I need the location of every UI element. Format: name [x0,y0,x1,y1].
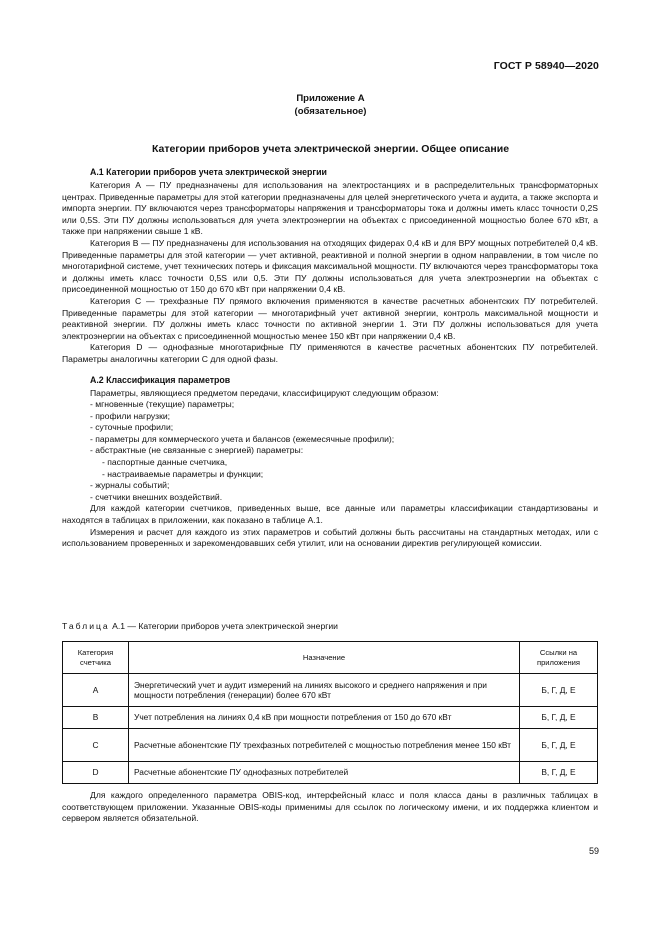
cell-references: Б, Г, Д, Е [520,707,598,729]
sub-list-item: - настраиваемые параметры и функции; [102,468,264,479]
document-body [62,166,598,550]
list-item: - профили нагрузки; [90,410,171,421]
table-header-row [63,642,598,674]
paragraph-category-a: Категория А — ПУ предназначены для использования на электростанциях и в распределительных трансформаторных центрах. Приведенные параметры для этой категории предназначены для целей энергетического учета и аудита, а также экспорта и импорта энергии. ПУ включаются через трансформаторы напряжения и трансформаторы тока и должны иметь класс точности 0,2S или 0,5S. Эти ПУ должны использоваться для учета электроэнергии на объектах с присоединенной мощностью более 670 кВт, а также при напряжении свыше 1 кВ. [62,180,598,237]
paragraph-category-c: Категория С — трехфазные ПУ прямого включения применяются в качестве расчетных абонентских ПУ потребителей. Приведенные параметры для этой категории — многотарифный учет активной энергии, контроль максимальной мощности и реактивной энергии. ПУ должны иметь класс точности по активной энергии 1. Эти ПУ должны использоваться для учета электроэнергии на объектах с присоединенной мощностью менее 150 кВт при напряжении 0,4 кВ. [62,295,598,341]
cell-references: В, Г, Д, Е [520,762,598,784]
table-row [63,707,598,729]
list-item: - абстрактные (не связанные с энергией) параметры: [90,445,304,456]
classification-paragraph: Измерения и расчет для каждого из этих параметров и событий должны быть рассчитаны на стандартных методах, или с использованием проверенных и зарекомендовавших себя утилит, или на основании директив регулирующей комиссии. [62,526,598,549]
cell-category: С [63,729,129,762]
table-caption-label: Таблица [62,621,110,631]
appendix-title: Приложение А [296,93,365,104]
list-item: - журналы событий; [90,480,170,491]
table-row [63,674,598,707]
cell-references: Б, Г, Д, Е [520,729,598,762]
list-item: - суточные профили; [90,422,174,433]
cell-category: А [63,674,129,707]
paragraph-category-d: Категория D — однофазные многотарифные ПУ применяются в качестве расчетных абонентских ПУ потребителей. Параметры аналогичны категории С для одной фазы. [62,342,598,364]
closing-paragraph: Для каждого определенного параметра OBIS-код, интерфейсный класс и поля класса даны в различных таблицах в соответствующем приложении. Указанные OBIS-коды применимы для ссылок по логическому имени, и их поддержка клиентом и сервером является обязательной. [62,790,598,824]
document-standard-number: ГОСТ Р 58940—2020 [493,60,599,72]
appendix-status: (обязательное) [294,106,367,117]
cell-category: D [63,762,129,784]
list-item: - параметры для коммерческого учета и балансов (ежемесячные профили); [90,433,395,444]
page-number: 59 [588,846,599,856]
cell-purpose: Расчетные абонентские ПУ трехфазных потребителей с мощностью потребления менее 150 кВт [129,729,520,762]
header-category: Категория счетчика [63,642,129,674]
list-item: - счетчики внешних воздействий. [90,491,223,502]
paragraph-category-b: Категория B — ПУ предназначены для использования на отходящих фидерах 0,4 кВ и для ВРУ мощных потребителей 0,4 кВ. Приведенные параметры для этой категории — учет активной, реактивной и полной энергии в одном направлении, в том числе по многотарифной системе, учет технических потерь и фиксация максимальной мощности. ПУ включаются через трансформаторы тока и должны иметь класс точности 0,5S или 0,5. Эти ПУ должны использоваться для учета электроэнергии на объектах с присоединенной мощностью от 150 до 670 кВт при напряжении 0,4 кВ. [62,237,598,295]
classification-intro: Параметры, являющиеся предметом передачи, классифицируют следующим образом: [90,387,439,398]
table-row [63,762,598,784]
cell-purpose: Энергетический учет и аудит измерений на линиях высокого и среднего напряжения и при мощности потребления (генерации) более 670 кВт [129,674,520,707]
closing-text [62,790,598,825]
table-row [63,729,598,762]
cell-references: Б, Г, Д, Е [520,674,598,707]
table-caption [62,621,338,631]
cell-category: B [63,707,129,729]
classification-paragraph: Для каждой категории счетчиков, приведенных выше, все данные или параметры классификации стандартизованы и находятся в таблицах в приложении, как показано в таблице А.1. [62,503,598,526]
categories-table [62,641,598,784]
cell-purpose: Учет потребления на линиях 0,4 кВ при мощности потребления от 150 до 670 кВт [129,707,520,729]
sub-list-item: - паспортные данные счетчика, [102,457,228,468]
table-caption-text: А.1 — Категории приборов учета электрической энергии [112,621,338,631]
section-a1-heading: А.1 Категории приборов учета электрической энергии [90,167,327,177]
header-references: Ссылки на приложения [520,642,598,674]
document-title: Категории приборов учета электрической энергии. Общее описание [151,143,510,155]
section-a2-heading: А.2 Классификация параметров [90,374,231,385]
appendix-heading [0,92,661,118]
cell-purpose: Расчетные абонентские ПУ однофазных потребителей [129,762,520,784]
list-item: - мгновенные (текущие) параметры; [90,399,235,410]
header-purpose: Назначение [129,642,520,674]
